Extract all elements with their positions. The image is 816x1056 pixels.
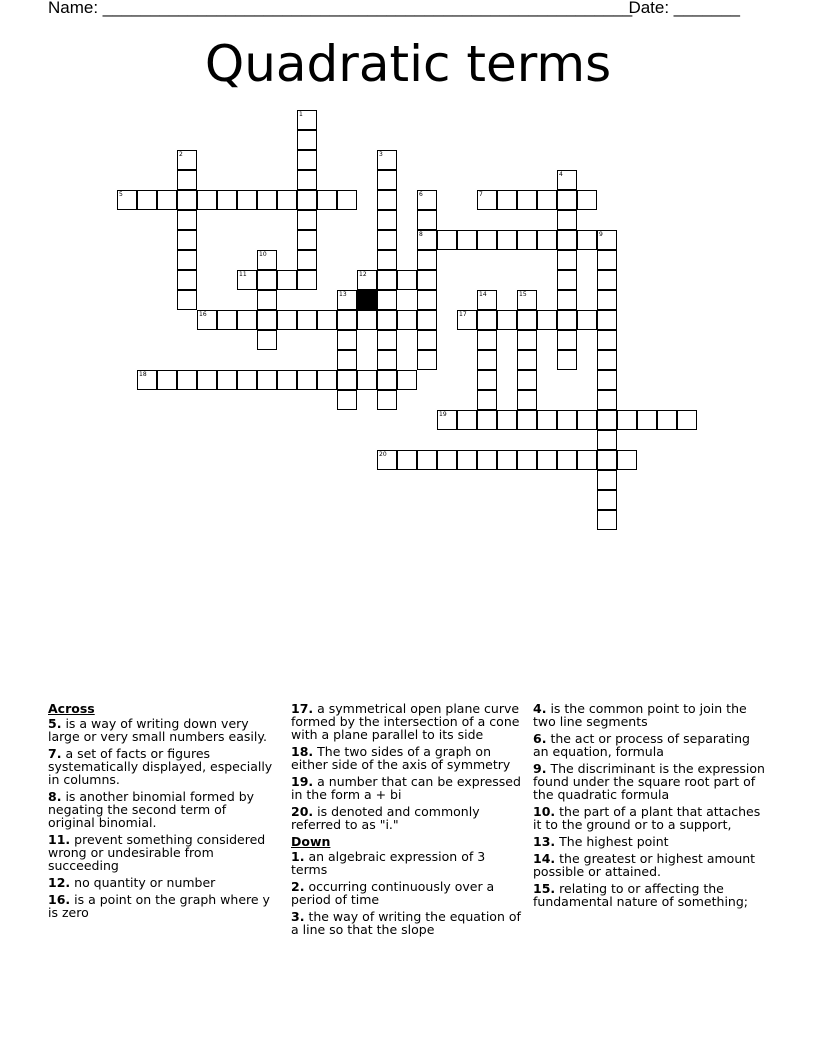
grid-cell[interactable] — [597, 250, 617, 270]
grid-cell[interactable] — [257, 270, 277, 290]
grid-cell[interactable] — [297, 150, 317, 170]
across-clue-7: 7. a set of facts or figures systematically displayed, especially in columns. — [48, 746, 273, 787]
grid-cell[interactable] — [417, 250, 437, 270]
down-clue-15: 15. relating to or affecting the fundamental nature of something; — [533, 881, 748, 909]
grid-cell[interactable] — [537, 310, 557, 330]
grid-cell[interactable] — [377, 350, 397, 370]
grid-cell[interactable] — [377, 270, 397, 290]
grid-cell[interactable] — [597, 270, 617, 290]
across-clue-16: 16. is a point on the graph where y is zero — [48, 892, 270, 920]
name-line: Name: ________________________________________________________ — [48, 0, 633, 17]
grid-cell[interactable] — [517, 410, 537, 430]
grid-cell[interactable] — [357, 310, 377, 330]
grid-cell[interactable] — [557, 330, 577, 350]
grid-cell[interactable] — [257, 310, 277, 330]
grid-cell[interactable] — [397, 310, 417, 330]
grid-cell[interactable] — [517, 190, 537, 210]
grid-cell[interactable] — [237, 310, 257, 330]
grid-cell[interactable] — [477, 350, 497, 370]
cell-number: 16 — [199, 311, 207, 318]
grid-cell[interactable] — [297, 210, 317, 230]
grid-cell[interactable] — [517, 370, 537, 390]
grid-cell[interactable] — [137, 370, 157, 390]
grid-cell[interactable] — [597, 370, 617, 390]
grid-cell[interactable] — [597, 310, 617, 330]
grid-cell[interactable] — [137, 190, 157, 210]
grid-cell[interactable] — [517, 390, 537, 410]
grid-cell[interactable] — [417, 310, 437, 330]
grid-cell[interactable] — [377, 290, 397, 310]
grid-cell[interactable] — [577, 190, 597, 210]
grid-cell[interactable] — [317, 190, 337, 210]
grid-cell[interactable] — [177, 230, 197, 250]
grid-cell[interactable] — [217, 190, 237, 210]
grid-cell[interactable] — [617, 450, 637, 470]
grid-cell[interactable] — [257, 250, 277, 270]
grid-cell[interactable] — [457, 310, 477, 330]
cell-number: 14 — [479, 291, 487, 298]
grid-cell[interactable] — [417, 350, 437, 370]
cell-number: 5 — [119, 191, 123, 198]
across-clue-17: 17. a symmetrical open plane curve formed by the intersection of a cone with a plane parallel to its side — [291, 701, 520, 742]
cell-number: 17 — [459, 311, 467, 318]
date-line: Date: _______ — [628, 0, 740, 17]
across-clue-18: 18. The two sides of a graph on either side of the axis of symmetry — [291, 744, 511, 772]
grid-cell[interactable] — [437, 230, 457, 250]
grid-cell[interactable] — [597, 470, 617, 490]
down-clue-9: 9. The discriminant is the expression found under the square root part of the quadratic formula — [533, 761, 765, 802]
grid-cell[interactable] — [477, 230, 497, 250]
page-title: Quadratic terms — [204, 35, 612, 93]
clues-column-3 — [533, 702, 765, 912]
cell-number: 19 — [439, 411, 447, 418]
grid-cell[interactable] — [557, 230, 577, 250]
grid-cell[interactable] — [417, 190, 437, 210]
grid-cell[interactable] — [497, 450, 517, 470]
grid-cell[interactable] — [597, 490, 617, 510]
grid-cell[interactable] — [537, 450, 557, 470]
cell-number: 2 — [179, 151, 183, 158]
grid-cell[interactable] — [537, 410, 557, 430]
grid-cell[interactable] — [297, 270, 317, 290]
grid-cell[interactable] — [417, 270, 437, 290]
down-clue-10: 10. the part of a plant that attaches it to the ground or to a support, — [533, 804, 761, 832]
grid-cell[interactable] — [477, 410, 497, 430]
grid-cell[interactable] — [597, 350, 617, 370]
grid-cell[interactable] — [477, 190, 497, 210]
grid-cell[interactable] — [397, 370, 417, 390]
grid-cell[interactable] — [157, 370, 177, 390]
cell-number: 1 — [299, 111, 303, 118]
cell-number: 8 — [419, 231, 423, 238]
grid-cell[interactable] — [477, 290, 497, 310]
grid-cell[interactable] — [377, 450, 397, 470]
grid-cell[interactable] — [377, 150, 397, 170]
grid-cell[interactable] — [177, 170, 197, 190]
grid-cell[interactable] — [597, 290, 617, 310]
grid-cell[interactable] — [377, 330, 397, 350]
grid-cell[interactable] — [497, 310, 517, 330]
across-clue-11: 11. prevent something considered wrong or undesirable from succeeding — [48, 832, 266, 873]
cell-number: 18 — [139, 371, 147, 378]
grid-cell[interactable] — [517, 230, 537, 250]
grid-cell[interactable] — [577, 310, 597, 330]
grid-cell[interactable] — [477, 310, 497, 330]
grid-cell[interactable] — [337, 350, 357, 370]
grid-cell[interactable] — [557, 170, 577, 190]
grid-cell[interactable] — [557, 210, 577, 230]
grid-cell[interactable] — [557, 190, 577, 210]
grid-cell[interactable] — [257, 330, 277, 350]
grid-cell[interactable] — [377, 390, 397, 410]
grid-cell[interactable] — [597, 230, 617, 250]
grid-cell[interactable] — [397, 270, 417, 290]
grid-cell[interactable] — [597, 510, 617, 530]
grid-cell[interactable] — [177, 250, 197, 270]
grid-cell[interactable] — [417, 230, 437, 250]
cell-number: 12 — [359, 271, 367, 278]
grid-cell[interactable] — [377, 250, 397, 270]
grid-cell[interactable] — [497, 410, 517, 430]
grid-cell[interactable] — [237, 370, 257, 390]
grid-cell[interactable] — [177, 190, 197, 210]
grid-cell[interactable] — [397, 450, 417, 470]
cell-number: 9 — [599, 231, 603, 238]
grid-cell[interactable] — [317, 310, 337, 330]
grid-cell[interactable] — [577, 410, 597, 430]
grid-cell[interactable] — [277, 270, 297, 290]
down-clue-1: 1. an algebraic expression of 3 terms — [291, 849, 486, 877]
grid-cell[interactable] — [517, 450, 537, 470]
grid-cell[interactable] — [517, 310, 537, 330]
grid-cell[interactable] — [177, 370, 197, 390]
grid-cell[interactable] — [297, 190, 317, 210]
grid-cell[interactable] — [537, 190, 557, 210]
across-clue-12: 12. no quantity or number — [48, 875, 216, 890]
grid-cell[interactable] — [337, 310, 357, 330]
down-heading: Down — [291, 834, 331, 849]
grid-cell[interactable] — [297, 310, 317, 330]
grid-cell[interactable] — [537, 230, 557, 250]
grid-cell[interactable] — [297, 110, 317, 130]
cell-number: 11 — [239, 271, 247, 278]
across-clue-5: 5. is a way of writing down very large or very small numbers easily. — [48, 716, 267, 744]
grid-cell[interactable] — [177, 270, 197, 290]
cell-number: 7 — [479, 191, 483, 198]
grid-cell[interactable] — [377, 210, 397, 230]
grid-cell[interactable] — [597, 390, 617, 410]
grid-cell[interactable] — [597, 330, 617, 350]
grid-block — [357, 290, 377, 310]
grid-cell[interactable] — [197, 190, 217, 210]
across-clue-19: 19. a number that can be expressed in the form a + bi — [291, 774, 521, 802]
grid-cell[interactable] — [177, 150, 197, 170]
grid-cell[interactable] — [297, 130, 317, 150]
grid-cell[interactable] — [177, 210, 197, 230]
cell-number: 6 — [419, 191, 423, 198]
grid-cell[interactable] — [337, 370, 357, 390]
cell-number: 3 — [379, 151, 383, 158]
grid-cell[interactable] — [617, 410, 637, 430]
grid-cell[interactable] — [337, 330, 357, 350]
grid-cell[interactable] — [557, 310, 577, 330]
grid-cell[interactable] — [117, 190, 137, 210]
grid-cell[interactable] — [357, 270, 377, 290]
cell-number: 10 — [259, 251, 267, 258]
grid-cell[interactable] — [577, 230, 597, 250]
grid-cell[interactable] — [477, 370, 497, 390]
grid-cell[interactable] — [297, 230, 317, 250]
clues-column-2 — [291, 702, 521, 940]
grid-cell[interactable] — [417, 290, 437, 310]
grid-cell[interactable] — [317, 370, 337, 390]
grid-cell[interactable] — [597, 410, 617, 430]
grid-cell[interactable] — [237, 270, 257, 290]
grid-cell[interactable] — [637, 410, 657, 430]
cell-number: 4 — [559, 171, 563, 178]
grid-cell[interactable] — [277, 310, 297, 330]
grid-cell[interactable] — [337, 290, 357, 310]
grid-cell[interactable] — [517, 350, 537, 370]
grid-cell[interactable] — [597, 450, 617, 470]
grid-cell[interactable] — [517, 330, 537, 350]
grid-cell[interactable] — [657, 410, 677, 430]
grid-cell[interactable] — [257, 190, 277, 210]
across-clue-8: 8. is another binomial formed by negating the second term of original binomial. — [48, 789, 255, 830]
grid-cell[interactable] — [377, 170, 397, 190]
clues-column-1 — [48, 702, 276, 923]
grid-cell[interactable] — [297, 170, 317, 190]
grid-cell[interactable] — [557, 270, 577, 290]
grid-cell[interactable] — [177, 290, 197, 310]
grid-cell[interactable] — [417, 210, 437, 230]
grid-cell[interactable] — [417, 450, 437, 470]
grid-cell[interactable] — [357, 370, 377, 390]
down-clue-2: 2. occurring continuously over a period of time — [291, 879, 495, 907]
across-clue-20: 20. is denoted and commonly referred to as "i." — [291, 804, 480, 832]
grid-cell[interactable] — [217, 310, 237, 330]
grid-cell[interactable] — [457, 450, 477, 470]
grid-cell[interactable] — [377, 310, 397, 330]
grid-cell[interactable] — [557, 410, 577, 430]
grid-cell[interactable] — [257, 290, 277, 310]
grid-cell[interactable] — [437, 410, 457, 430]
grid-cell[interactable] — [417, 330, 437, 350]
down-clue-6: 6. the act or process of separating an equation, formula — [533, 731, 750, 759]
grid-cell[interactable] — [557, 250, 577, 270]
grid-cell[interactable] — [277, 370, 297, 390]
grid-cell[interactable] — [377, 370, 397, 390]
down-clue-3: 3. the way of writing the equation of a line so that the slope — [291, 909, 521, 937]
grid-cell[interactable] — [197, 370, 217, 390]
grid-cell[interactable] — [577, 450, 597, 470]
grid-cell[interactable] — [377, 230, 397, 250]
grid-cell[interactable] — [477, 450, 497, 470]
down-clue-13: 13. The highest point — [533, 834, 669, 849]
cell-number: 13 — [339, 291, 347, 298]
grid-cell[interactable] — [477, 330, 497, 350]
grid-cell[interactable] — [157, 190, 177, 210]
grid-cell[interactable] — [377, 190, 397, 210]
grid-cell[interactable] — [557, 350, 577, 370]
across-heading: Across — [48, 701, 95, 716]
down-clue-14: 14. the greatest or highest amount possible or attained. — [533, 851, 756, 879]
grid-cell[interactable] — [557, 290, 577, 310]
grid-cell[interactable] — [497, 230, 517, 250]
grid-cell[interactable] — [457, 410, 477, 430]
grid-cell[interactable] — [337, 190, 357, 210]
cell-number: 15 — [519, 291, 527, 298]
grid-cell[interactable] — [517, 290, 537, 310]
grid-cell[interactable] — [217, 370, 237, 390]
grid-cell[interactable] — [237, 190, 257, 210]
grid-cell[interactable] — [437, 450, 457, 470]
grid-cell[interactable] — [477, 390, 497, 410]
grid-cell[interactable] — [297, 250, 317, 270]
grid-cell[interactable] — [597, 430, 617, 450]
cell-number: 20 — [379, 451, 387, 458]
down-clue-4: 4. is the common point to join the two line segments — [533, 701, 747, 729]
grid-cell[interactable] — [677, 410, 697, 430]
grid-cell[interactable] — [337, 390, 357, 410]
grid-cell[interactable] — [197, 310, 217, 330]
grid-cell[interactable] — [457, 230, 477, 250]
grid-cell[interactable] — [497, 190, 517, 210]
grid-cell[interactable] — [277, 190, 297, 210]
grid-cell[interactable] — [257, 370, 277, 390]
grid-cell[interactable] — [297, 370, 317, 390]
grid-cell[interactable] — [557, 450, 577, 470]
